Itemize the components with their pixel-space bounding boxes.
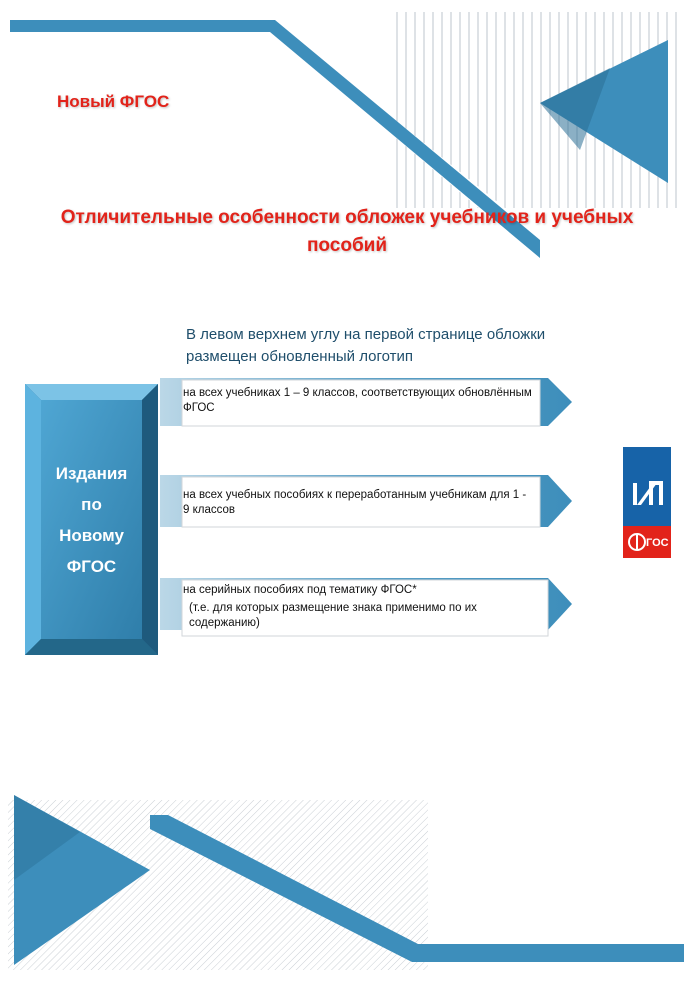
document-label: Новый ФГОС [57,92,170,111]
document-title: Отличительные особенности обложек учебников и учебных пособий [60,207,634,256]
edition-item-2-text: на всех учебных пособиях к переработанным учебникам для 1 - 9 классов [183,489,527,516]
logo-caption: В левом верхнем углу на первой странице обложки размещен обновленный логотип [186,326,546,365]
publisher-logo [623,447,671,558]
fgos-badge-text: ГОС [646,537,669,549]
logo-monogram: ИП [647,477,649,478]
edition-item-3-note: (т.е. для которых размещение знака применимо по их содержанию) [189,602,477,629]
edition-item-3 [183,583,535,631]
editions-label: Издания по Новому ФГОС [55,463,128,576]
edition-item-1 [183,386,535,416]
edition-item-1-text: на всех учебниках 1 – 9 классов, соответствующих обновлённым ФГОС [183,387,532,414]
bottom-decoration [8,795,694,970]
editions-box [25,384,158,655]
edition-item-2 [183,488,535,518]
edition-item-3-text: на серийных пособиях под тематику ФГОС* [183,584,417,596]
